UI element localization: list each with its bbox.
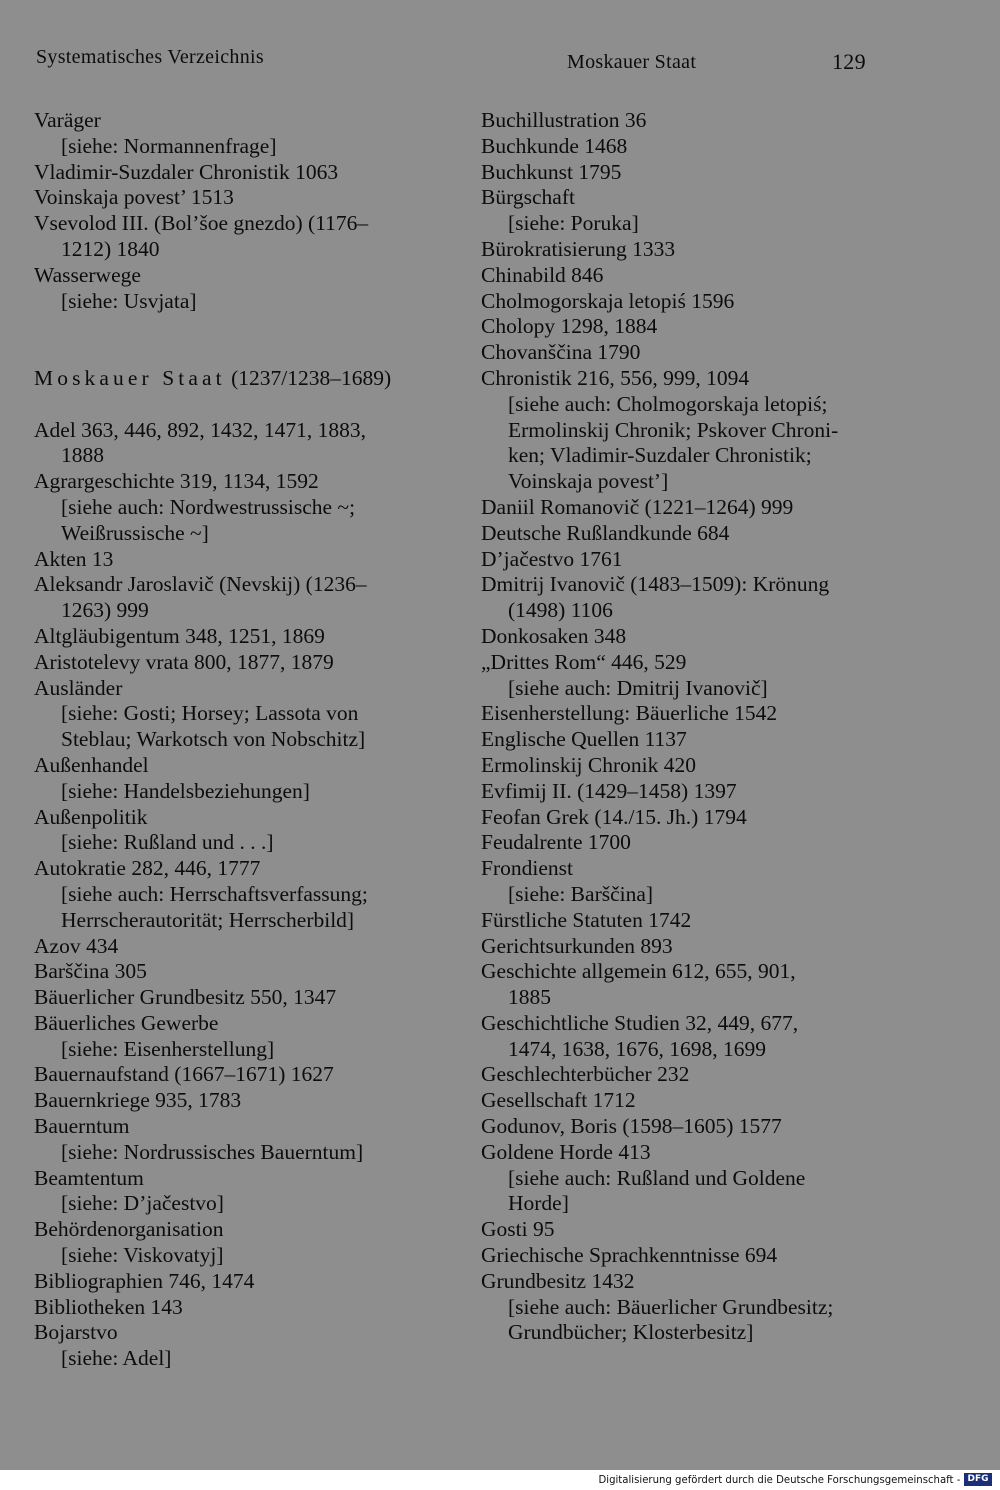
index-entry-continuation: [siehe: Eisenherstellung] [61, 1036, 275, 1061]
index-entry: Englische Quellen 1137 [481, 727, 687, 752]
index-entry: Fürstliche Statuten 1742 [481, 907, 692, 932]
index-entry: Behördenorganisation [34, 1217, 224, 1242]
index-entry-continuation: [siehe auch: Rußland und Goldene [508, 1165, 806, 1190]
index-entry: Chronistik 216, 556, 999, 1094 [481, 365, 750, 390]
funding-notice: Digitalisierung gefördert durch die Deutsche Forschungsgemeinschaft - [598, 1473, 960, 1486]
index-entry: Bojarstvo [34, 1320, 118, 1345]
index-entry-continuation: 1888 [61, 443, 104, 468]
index-entry: Griechische Sprachkenntnisse 694 [481, 1243, 778, 1268]
blank-line [34, 340, 464, 366]
running-header-section: Moskauer Staat [567, 51, 697, 73]
index-entry-continuation: Ermolinskij Chronik; Pskover Chroni- [508, 417, 839, 442]
index-entry: Deutsche Rußlandkunde 684 [481, 520, 730, 545]
index-entry: Bibliographien 746, 1474 [34, 1268, 255, 1293]
index-entry: Vsevolod III. (Bol’šoe gnezdo) (1176– [34, 211, 369, 236]
running-header-left: Systematisches Verzeichnis [36, 46, 264, 68]
index-entry-continuation: [siehe: Rußland und . . .] [61, 830, 274, 855]
index-entry: Godunov, Boris (1598–1605) 1577 [481, 1114, 782, 1139]
index-entry: Bauerntum [34, 1114, 130, 1139]
index-entry: Daniil Romanovič (1221–1264) 999 [481, 494, 794, 519]
dfg-logo: DFG [964, 1473, 992, 1486]
index-entry: Gerichtsurkunden 893 [481, 933, 673, 958]
index-entry: Geschichtliche Studien 32, 449, 677, [481, 1010, 799, 1035]
index-entry-continuation: [siehe auch: Cholmogorskaja letopiś; [508, 391, 828, 416]
index-entry: Voinskaja povest’ 1513 [34, 185, 234, 210]
index-entry: Goldene Horde 413 [481, 1139, 651, 1164]
index-entry: Außenpolitik [34, 804, 148, 829]
index-entry: Buchillustration 36 [481, 108, 647, 132]
index-entry-continuation: 1263) 999 [61, 598, 149, 623]
index-entry-continuation: [siehe: Gosti; Horsey; Lassota von [61, 701, 359, 726]
footer-bar [0, 1470, 1000, 1490]
index-entry-continuation: Weißrussische ~] [61, 520, 209, 545]
index-entry-continuation: [siehe auch: Herrschaftsverfassung; [61, 881, 368, 906]
index-entry: Bauernkriege 935, 1783 [34, 1088, 242, 1113]
index-entry-continuation: [siehe: Poruka] [508, 211, 639, 236]
index-entry-continuation: Herrscherautorität; Herrscherbild] [61, 907, 355, 932]
index-entry-continuation: (1498) 1106 [508, 598, 613, 623]
index-column-left [34, 108, 464, 1372]
index-entry: Grundbesitz 1432 [481, 1268, 635, 1293]
index-entry: Ausländer [34, 675, 123, 700]
index-entry: Gesellschaft 1712 [481, 1088, 636, 1113]
index-entry: Akten 13 [34, 546, 114, 571]
blank-line [34, 314, 464, 340]
index-entry: Donkosaken 348 [481, 623, 627, 648]
index-entry: Cholmogorskaja letopiś 1596 [481, 288, 735, 313]
index-entry: Aleksandr Jaroslavič (Nevskij) (1236– [34, 572, 367, 597]
index-entry: Feudalrente 1700 [481, 830, 631, 855]
index-entry-continuation: Grundbücher; Klosterbesitz] [508, 1320, 754, 1345]
index-entry-continuation: [siehe: Normannenfrage] [61, 133, 277, 158]
index-entry: Ermolinskij Chronik 420 [481, 752, 696, 777]
index-entry: Adel 363, 446, 892, 1432, 1471, 1883, [34, 417, 367, 442]
index-entry: Feofan Grek (14./15. Jh.) 1794 [481, 804, 747, 829]
index-entry-continuation: [siehe auch: Nordwestrussische ~; [61, 494, 356, 519]
index-entry: Agrargeschichte 319, 1134, 1592 [34, 469, 319, 494]
index-entry: Bibliotheken 143 [34, 1294, 183, 1319]
index-entry: Autokratie 282, 446, 1777 [34, 856, 261, 881]
index-entry: Barščina 305 [34, 959, 147, 984]
index-entry: „Drittes Rom“ 446, 529 [481, 649, 687, 674]
index-entry: Bäuerliches Gewerbe [34, 1010, 219, 1035]
index-entry: Cholopy 1298, 1884 [481, 314, 658, 339]
index-entry-continuation: [siehe: Nordrussisches Bauerntum] [61, 1139, 364, 1164]
index-entry: Außenhandel [34, 752, 149, 777]
index-entry: Beamtentum [34, 1165, 144, 1190]
index-entry-continuation: 1212) 1840 [61, 236, 160, 261]
page-number: 129 [832, 49, 866, 74]
index-entry-continuation: 1474, 1638, 1676, 1698, 1699 [508, 1036, 766, 1061]
index-entry-continuation: [siehe: Handelsbeziehungen] [61, 778, 310, 803]
index-entry-continuation: Steblau; Warkotsch von Nobschitz] [61, 727, 366, 752]
index-entry: Geschlechterbücher 232 [481, 1062, 690, 1087]
index-column-right [481, 108, 921, 1346]
index-entry-continuation: Voinskaja povest’] [508, 469, 669, 494]
index-entry-continuation: [siehe: Barščina] [508, 881, 654, 906]
index-entry-continuation: [siehe auch: Bäuerlicher Grundbesitz; [508, 1294, 834, 1319]
index-entry-continuation: [siehe: D’jačestvo] [61, 1191, 224, 1216]
index-entry: Bauernaufstand (1667–1671) 1627 [34, 1062, 334, 1087]
index-entry: Chinabild 846 [481, 262, 604, 287]
index-entry-continuation: [siehe auch: Dmitrij Ivanovič] [508, 675, 768, 700]
index-entry-continuation: ken; Vladimir-Suzdaler Chronistik; [508, 443, 812, 468]
index-entry: Bürokratisierung 1333 [481, 236, 676, 261]
index-entry: Eisenherstellung: Bäuerliche 1542 [481, 701, 778, 726]
blank-line [34, 392, 464, 418]
index-entry: Gosti 95 [481, 1217, 555, 1242]
index-entry: Buchkunst 1795 [481, 159, 622, 184]
index-entry: Wasserwege [34, 262, 141, 287]
index-entry: Dmitrij Ivanovič (1483–1509): Krönung [481, 572, 830, 597]
index-entry: Varäger [34, 108, 101, 132]
index-entry-continuation: [siehe: Viskovatyj] [61, 1243, 224, 1268]
index-entry: Chovanščina 1790 [481, 340, 641, 365]
index-entry: Bürgschaft [481, 185, 575, 210]
index-entry-continuation: [siehe: Adel] [61, 1346, 172, 1371]
index-entry: Evfimij II. (1429–1458) 1397 [481, 778, 737, 803]
index-entry: D’jačestvo 1761 [481, 546, 623, 571]
index-entry: Azov 434 [34, 933, 119, 958]
index-entry: Altgläubigentum 348, 1251, 1869 [34, 623, 325, 648]
index-entry-continuation: Horde] [508, 1191, 569, 1216]
index-entry: Geschichte allgemein 612, 655, 901, [481, 959, 796, 984]
index-entry: Bäuerlicher Grundbesitz 550, 1347 [34, 985, 337, 1010]
index-entry: Aristotelevy vrata 800, 1877, 1879 [34, 649, 334, 674]
index-entry: Frondienst [481, 856, 573, 881]
section-heading: Moskauer Staat (1237/1238–1689) [34, 365, 392, 390]
index-entry-continuation: [siehe: Usvjata] [61, 288, 197, 313]
index-entry: Vladimir-Suzdaler Chronistik 1063 [34, 159, 339, 184]
index-entry: Buchkunde 1468 [481, 133, 628, 158]
index-entry-continuation: 1885 [508, 985, 551, 1010]
